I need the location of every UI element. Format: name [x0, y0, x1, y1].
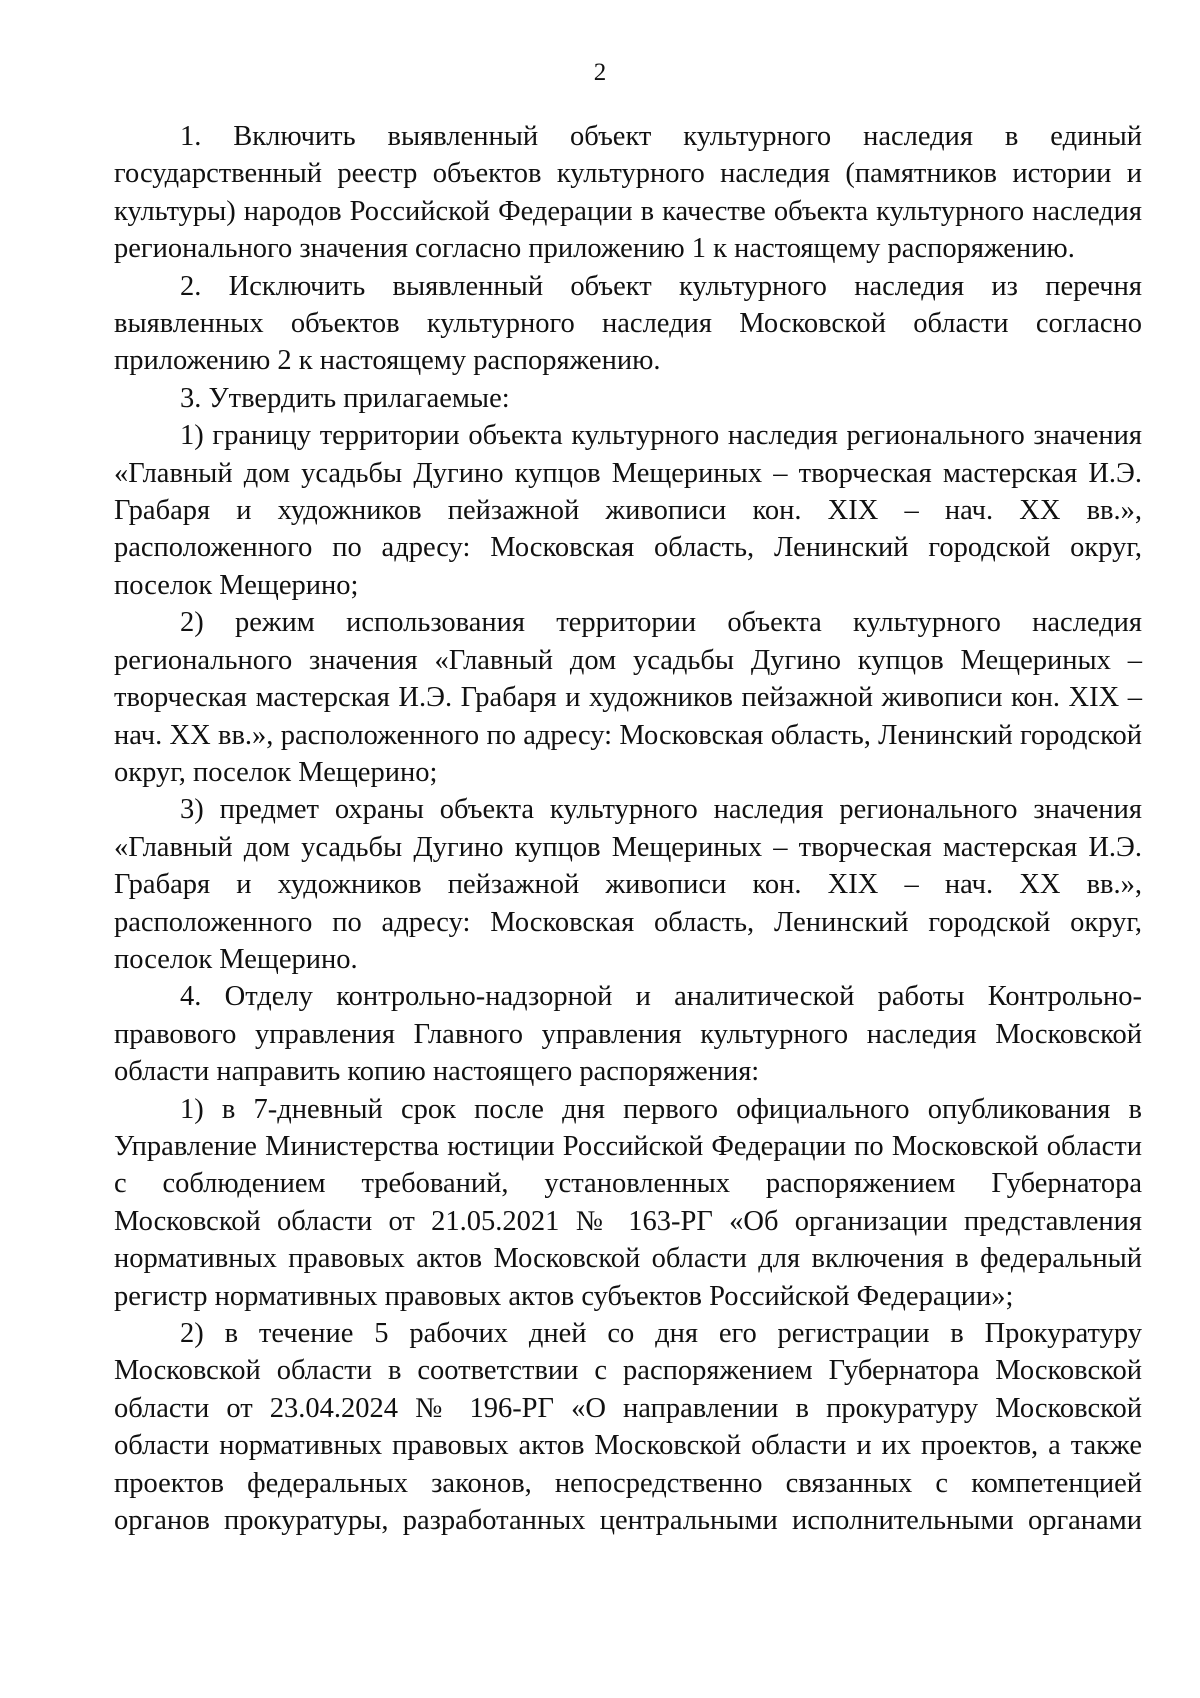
- paragraph-subitem-4-1-ministry-of-justice: 1) в 7-дневный срок после дня первого официального опубликования в Управление Министерства юстиции Российской Федерации по Московской области с соблюдением требований, установленных распоряжением Губернатора Московской области от 21.05.2021 № 163-РГ «Об организации представления нормативных правовых актов Московской области для включения в федеральный регистр нормативных правовых актов субъектов Российской Федерации»;: [114, 1093, 1142, 1312]
- paragraph-item-3-approve-heading: 3. Утвердить прилагаемые:: [180, 382, 510, 414]
- paragraph-subitem-3-1-territory-boundary: 1) границу территории объекта культурного наследия регионального значения «Главный дом усадьбы Дугино купцов Мещериных – творческая мастерская И.Э. Грабаря и художников пейзажной живописи кон. XIX – нач. XX вв.», расположенного по адресу: Московская область, Ленинский городской округ, поселок Мещерино;: [114, 420, 1142, 601]
- paragraph-item-4-send-copy: 4. Отделу контрольно-надзорной и аналитической работы Контрольно-правового управления Главного управления культурного наследия Московской области направить копию настоящего распоряжения:: [114, 981, 1142, 1088]
- paragraph-subitem-3-3-protection-subject: 3) предмет охраны объекта культурного наследия регионального значения «Главный дом усадьбы Дугино купцов Мещериных – творческая мастерская И.Э. Грабаря и художников пейзажной живописи кон. XIX – нач. XX вв.», расположенного по адресу: Московская область, Ленинский городской округ, поселок Мещерино.: [114, 794, 1142, 975]
- paragraph-subitem-3-2-territory-use-regime: 2) режим использования территории объекта культурного наследия регионального значения «Главный дом усадьбы Дугино купцов Мещериных – творческая мастерская И.Э. Грабаря и художников пейзажной живописи кон. XIX – нач. XX вв.», расположенного по адресу: Московская область, Ленинский городской округ, поселок Мещерино;: [114, 607, 1142, 788]
- page-number: 2: [593, 59, 607, 86]
- paragraph-item-2-exclude-from-list: 2. Исключить выявленный объект культурного наследия из перечня выявленных объектов культурного наследия Московской области согласно приложению 2 к настоящему распоряжению.: [114, 270, 1142, 377]
- paragraph-subitem-4-2-prosecutor-office: 2) в течение 5 рабочих дней со дня его регистрации в Прокуратуру Московской области в соответствии с распоряжением Губернатора Московской области от 23.04.2024 № 196-РГ «О направлении в прокуратуру Московской области нормативных правовых актов Московской области и их проектов, а также проектов федеральных законов, непосредственно связанных с компетенцией органов прокуратуры, разработанных центральными исполнительными органами: [114, 1318, 1142, 1537]
- document-body: [114, 118, 1142, 1539]
- paragraph-item-1-include-in-register: 1. Включить выявленный объект культурного наследия в единый государственный реестр объектов культурного наследия (памятников истории и культуры) народов Российской Федерации в качестве объекта культурного наследия регионального значения согласно приложению 1 к настоящему распоряжению.: [114, 121, 1142, 265]
